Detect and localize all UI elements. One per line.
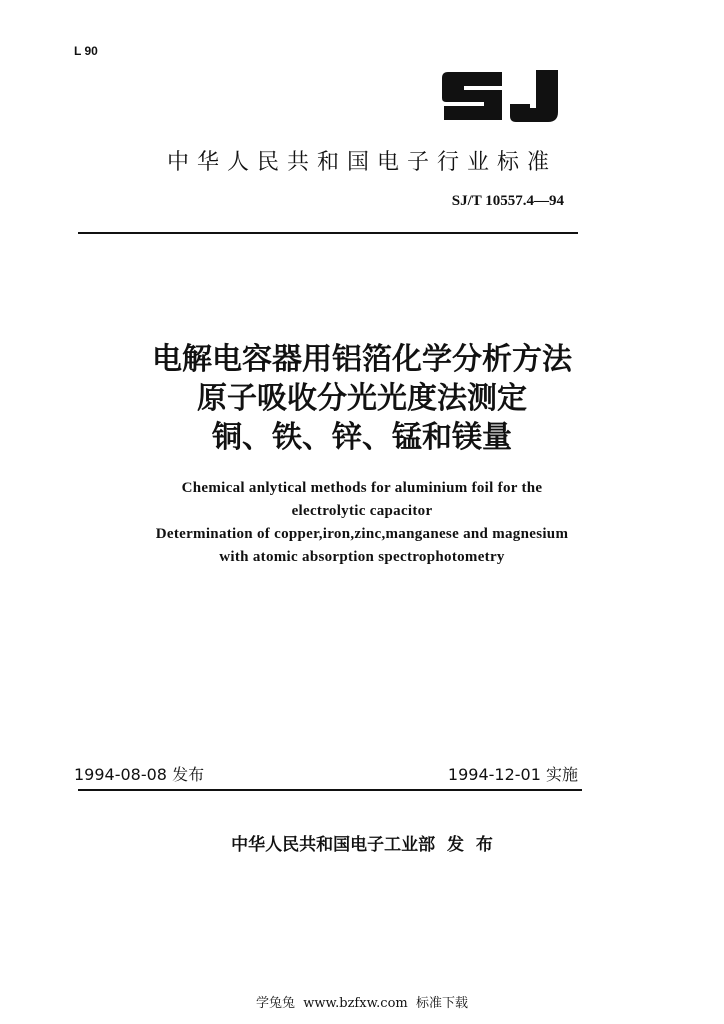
english-title-line-2: electrolytic capacitor xyxy=(291,503,433,519)
footer-watermark: 学兔兔 www.bzfxw.com 标准下载 xyxy=(256,996,468,1011)
date-divider xyxy=(78,789,582,791)
english-title-line-3: Determination of copper,iron,zinc,manganese and magnesium xyxy=(155,526,569,542)
chinese-title-line-3: 铜、铁、锌、锰和镁量 xyxy=(212,420,512,455)
organization-title: 中华人民共和国电子行业标准 xyxy=(166,150,557,175)
classification-code: L 90 xyxy=(74,44,98,58)
implementation-date: 1994-12-01 实施 xyxy=(447,765,578,784)
publish-date: 1994-08-08 发布 xyxy=(74,765,205,784)
sj-logo xyxy=(440,68,565,124)
issuing-authority: 中华人民共和国电子工业部 发 布 xyxy=(231,835,493,855)
standard-code: SJ/T 10557.4—94 xyxy=(451,193,564,209)
chinese-title-line-1: 电解电容器用铝箔化学分析方法 xyxy=(152,342,572,377)
chinese-title-line-2: 原子吸收分光光度法测定 xyxy=(197,381,527,416)
english-title-line-1: Chemical anlytical methods for aluminium foil for the xyxy=(181,480,543,496)
header-divider xyxy=(78,232,578,234)
english-title-line-4: with atomic absorption spectrophotometry xyxy=(219,549,505,565)
